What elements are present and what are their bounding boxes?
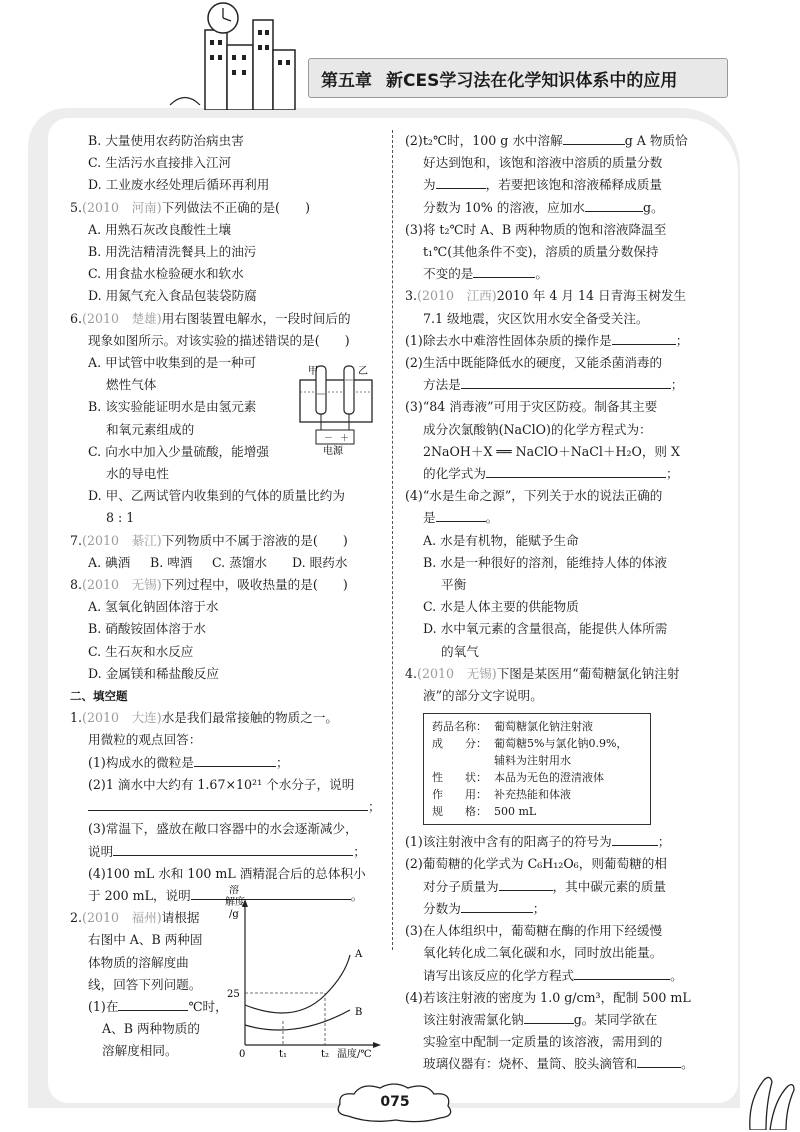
- r-q3-option-cont: 平衡: [441, 577, 467, 593]
- r-q3-sub4-cont: 是 。: [423, 510, 499, 526]
- minus-terminal: －: [324, 434, 334, 444]
- f1-sub3-cont: 说明 ；: [88, 843, 366, 859]
- curve-a: [245, 955, 350, 1013]
- f2-stem-cont: 右图中 A、B 两种固: [88, 932, 203, 948]
- right-column: [405, 130, 720, 1076]
- column-divider: [392, 130, 393, 950]
- r-q4-sub4-cont: 该注射液需氯化钠 g。某同学欲在: [423, 1011, 658, 1027]
- q6-option: C. 向水中加入少量硫酸，能增强: [88, 443, 269, 459]
- r-q3-stem-cont: 7.1 级地震，灾区饮用水安全备受关注。: [423, 310, 649, 326]
- f2-sub1-cont: A、B 两种物质的: [102, 1021, 200, 1037]
- f2-sub1-cont: 溶解度相同。: [102, 1043, 178, 1059]
- f1-sub1: (1)构成水的微粒是 ；: [88, 754, 289, 770]
- r-q3-sub3: (3)“84 消毒液”可用于灾区防疫。制备其主要: [405, 399, 658, 415]
- y-axis-label-1: 溶: [229, 885, 239, 896]
- f1-sub2: (2)1 滴水中大约有 1.67×10²¹ 个水分子，说明: [88, 776, 355, 792]
- q4-option-d: D. 工业废水经处理后循环再利用: [88, 177, 270, 193]
- curve-b: [245, 1010, 350, 1030]
- r-q4-sub3: (3)在人体组织中，葡萄糖在酶的作用下经缓慢: [405, 923, 663, 939]
- q5-stem: 5.(2010 河南)下列做法不正确的是( ): [70, 199, 311, 215]
- f2-sub3: (3)将 t₂℃时 A、B 两种物质的饱和溶液降温至: [405, 221, 667, 237]
- q4-option-b: B. 大量使用农药防治病虫害: [88, 133, 244, 148]
- f1-stem-cont: 用微粒的观点回答：: [88, 732, 202, 748]
- r-q3-option: C. 水是人体主要的供能物质: [423, 599, 579, 615]
- y-axis-label-2: 解度: [225, 897, 245, 908]
- f2-sub2-cont: 分数为 10% 的溶液，应加水 g。: [423, 199, 664, 215]
- f2-sub3-cont: t₁℃(其他条件不变)，溶质的质量分数保持: [423, 244, 659, 260]
- q6-option-cont: 水的导电性: [106, 466, 169, 482]
- solubility-curve-figure: [225, 885, 390, 1060]
- q5-option: D. 用氮气充入食品包装袋防腐: [88, 288, 257, 304]
- q5-option: A. 用熟石灰改良酸性土壤: [88, 221, 232, 237]
- chapter-header: [308, 58, 728, 98]
- f2-stem-cont: 体物质的溶解度曲: [88, 954, 189, 970]
- q6-option-cont: 和氧元素组成的: [106, 421, 195, 437]
- label-row: 规 格： 500 mL: [432, 805, 537, 819]
- origin-label: 0: [239, 1049, 246, 1060]
- page-number-badge: [330, 1080, 460, 1126]
- q6-option: D. 甲、乙两试管内收集到的气体的质量比约为: [88, 488, 345, 504]
- r-q4-sub3-cont: 氧化转化成二氧化碳和水，同时放出能量。: [423, 945, 663, 961]
- f2-sub3-cont: 不变的是 。: [423, 266, 548, 282]
- r-q4-sub2-cont: 对分子质量为 ，其中碳元素的质量: [423, 878, 666, 894]
- q8-option: A. 氢氧化钠固体溶于水: [88, 599, 219, 615]
- r-q3-sub3-cont: 的化学式为 ；: [423, 466, 679, 482]
- chapter-number: 第五章: [321, 70, 372, 91]
- r-q3-sub3-cont: 成分次氯酸钠(NaClO)的化学方程式为：: [423, 421, 652, 437]
- bunny-ears-icon: [730, 1060, 800, 1130]
- q7-stem: 7.(2010 綦江)下列物质中不属于溶液的是( ): [70, 532, 348, 548]
- curve-b-label: B: [355, 1007, 363, 1018]
- curve-a-label: A: [355, 949, 363, 960]
- q5-option: B. 用洗洁精清洗餐具上的油污: [88, 244, 257, 260]
- q6-option-cont: 8 : 1: [106, 510, 135, 526]
- r-q4-sub2-cont: 分数为 ；: [423, 900, 546, 916]
- q4-option-c: C. 生活污水直接排入江河: [88, 155, 232, 171]
- r-q4-stem-cont: 液”的部分文字说明。: [423, 688, 543, 704]
- f2-sub2-cont: 为 ，若要把该饱和溶液稀释成质量: [423, 177, 662, 193]
- tube-yi-label: 乙: [358, 366, 368, 377]
- electrolysis-apparatus-figure: [294, 362, 380, 456]
- power-source-label: 电源: [323, 446, 343, 456]
- q6-option: B. 该实验能证明水是由氢元素: [88, 399, 257, 415]
- label-row: 性 状： 本品为无色的澄清液体: [432, 771, 604, 785]
- r-q3-sub2-cont: 方法是 ；: [423, 377, 684, 393]
- r-q4-sub4-cont: 玻璃仪器有：烧杯、量筒、胶头滴管和 。: [423, 1056, 694, 1072]
- f2-sub2-cont: 好达到饱和，该饱和溶液中溶质的质量分数: [423, 155, 663, 171]
- f1-sub2-blank: ；: [70, 796, 380, 818]
- r-q3-option-cont: 的氧气: [441, 643, 479, 659]
- q5-option: C. 用食盐水检验硬水和软水: [88, 266, 244, 282]
- q6-option-cont: 燃性气体: [106, 377, 157, 393]
- r-q3-option: D. 水中氧元素的含量很高，能提供人体所需: [423, 621, 668, 637]
- plus-terminal: ＋: [340, 434, 350, 444]
- f2-stem-cont: 线，回答下列问题。: [88, 976, 202, 992]
- y-tick-25: 25: [227, 989, 240, 1000]
- r-q3-sub1: (1)除去水中难溶性固体杂质的操作是 ；: [405, 332, 689, 348]
- x-tick-t1: t₁: [279, 1049, 288, 1060]
- city-clock-illustration: [165, 0, 315, 110]
- label-row: 药品名称： 葡萄糖氯化钠注射液: [432, 720, 593, 734]
- f1-sub3: (3)常温下，盛放在敞口容器中的水会逐渐减少，: [88, 821, 358, 837]
- page-number: 075: [380, 1094, 410, 1110]
- label-row: 作 用： 补充热能和体液: [432, 788, 571, 802]
- f1-stem: 1.(2010 大连)水是我们最常接触的物质之一。: [70, 710, 339, 726]
- q6-option: A. 甲试管中收集到的是一种可: [88, 355, 257, 371]
- f1-sub4: (4)100 mL 水和 100 mL 酒精混合后的总体积小: [88, 865, 366, 881]
- r-q4-sub1: (1)该注射液中含有的阳离子的符号为 ；: [405, 834, 671, 850]
- r-q3-sub4: (4)“水是生命之源”，下列关于水的说法正确的: [405, 488, 663, 504]
- chapter-title: 新CES学习法在化学知识体系中的应用: [386, 70, 678, 91]
- q8-option: C. 生石灰和水反应: [88, 643, 194, 659]
- r-q4-sub3-cont: 请写出该反应的化学方程式 。: [423, 967, 683, 983]
- r-q3-sub2: (2)生活中既能降低水的硬度，又能杀菌消毒的: [405, 355, 663, 371]
- tube-jia-label: 甲: [308, 366, 318, 377]
- x-tick-t2: t₂: [321, 1049, 330, 1060]
- q6-stem-cont: 现象如图所示。对该实验的描述错误的是( ): [88, 332, 350, 348]
- r-q3-option: A. 水是有机物，能赋予生命: [423, 532, 579, 548]
- r-q4-sub4: (4)若该注射液的密度为 1.0 g/cm³，配制 500 mL: [405, 989, 691, 1005]
- f2-sub1: (1)在 ℃时，: [88, 998, 228, 1014]
- q8-stem: 8.(2010 无锡)下列过程中，吸收热量的是( ): [70, 577, 348, 593]
- y-axis-label-3: /g: [229, 909, 239, 920]
- q6-stem: 6.(2010 楚雄)用右图装置电解水，一段时间后的: [70, 310, 351, 326]
- label-row: 辅料为注射用水: [494, 754, 571, 768]
- f2-sub2: (2)t₂℃时，100 g 水中溶解 g A 物质恰: [405, 133, 688, 148]
- r-q4-sub2: (2)葡萄糖的化学式为 C₆H₁₂O₆，则葡萄糖的相: [405, 856, 667, 872]
- q7-options: A. 碘酒 B. 啤酒 C. 蒸馏水 D. 眼药水: [88, 554, 348, 570]
- r-q3-equation: 2NaOH＋X ══ NaClO＋NaCl＋H₂O，则 X: [423, 443, 680, 459]
- r-q3-stem: 3.(2010 江西)2010 年 4 月 14 日青海玉树发生: [405, 288, 687, 304]
- drug-label-box: [423, 713, 651, 825]
- section-heading: 二、填空题: [70, 689, 128, 704]
- q8-option: D. 金属镁和稀盐酸反应: [88, 665, 219, 681]
- r-q3-option: B. 水是一种很好的溶剂，能维持人体的体液: [423, 554, 667, 570]
- r-q4-sub4-cont: 实验室中配制一定质量的该溶液，需用到的: [423, 1034, 663, 1050]
- r-q4-stem: 4.(2010 无锡)下图是某医用“葡萄糖氯化钠注射: [405, 665, 680, 681]
- x-axis-label: 温度/℃: [337, 1049, 372, 1060]
- label-row: 成 分： 葡萄糖5%与氯化钠0.9%，: [432, 737, 628, 751]
- f2-stem: 2.(2010 福州)请根据: [70, 910, 200, 926]
- q8-option: B. 硝酸铵固体溶于水: [88, 621, 207, 637]
- f1-sub4-cont: 于 200 mL，说明 。: [88, 887, 364, 903]
